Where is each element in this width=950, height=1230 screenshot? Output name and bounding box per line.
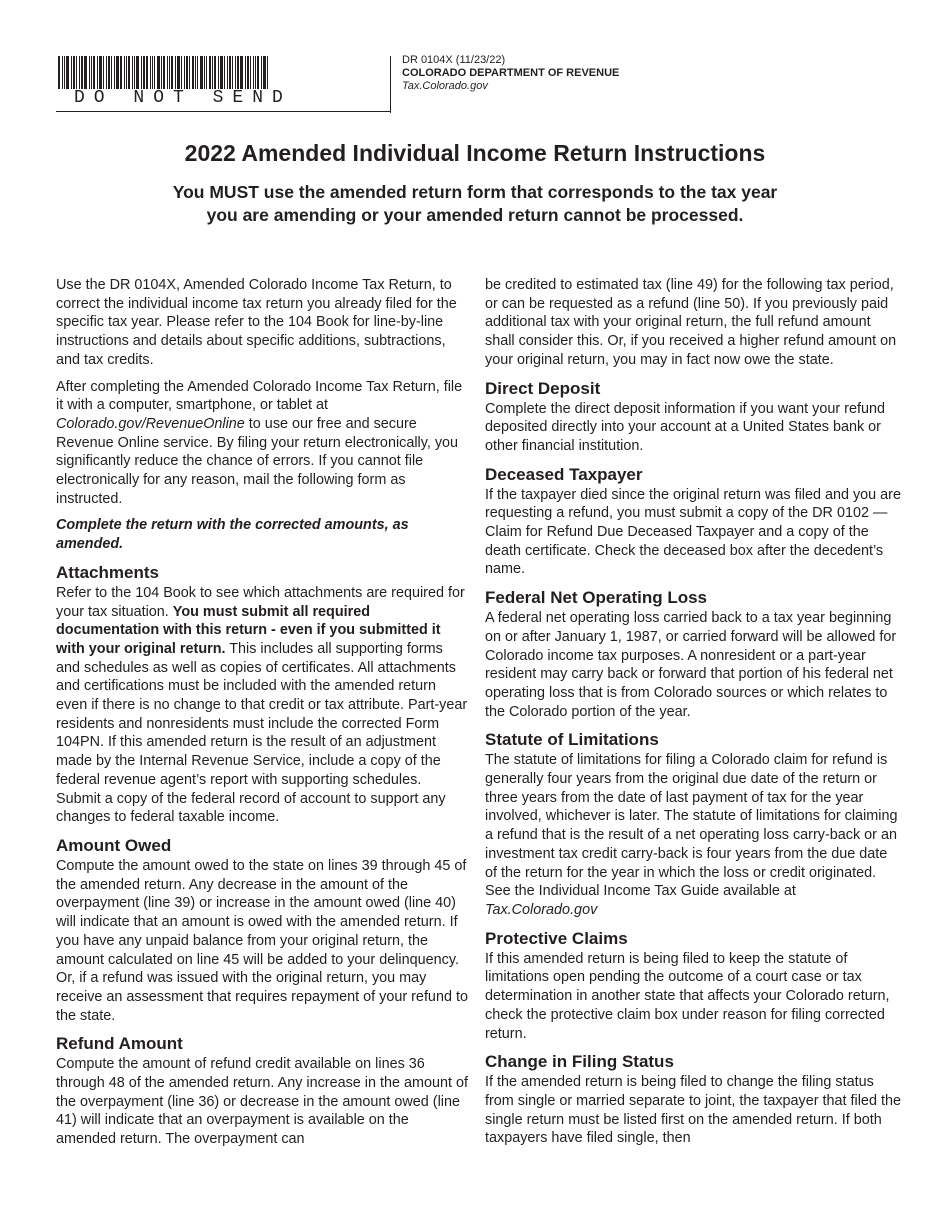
barcode-bar bbox=[184, 56, 185, 89]
barcode-bar bbox=[111, 56, 112, 89]
barcode-bar bbox=[197, 56, 198, 89]
federal-nol-heading: Federal Net Operating Loss bbox=[485, 588, 707, 608]
barcode-bar bbox=[169, 56, 170, 89]
barcode-bar bbox=[257, 56, 259, 89]
revenue-online-link: Colorado.gov/RevenueOnline bbox=[56, 415, 245, 432]
barcode-bar bbox=[192, 56, 194, 89]
amount-owed-text: Compute the amount owed to the state on lines 39 through 45 of the amended return. Any decrease in the amount of the overpayment (line 39) or increase in the amount owed (line 40) will indicate that an amount is owed with the amended return. If you have any unpaid balance from your original return, the amount calculated on line 45 will be added to your delinquency. Or, if a refund was issued with the original return, you may receive an assessment that requires repayment of your refund to the state. bbox=[56, 857, 468, 1024]
filing-status-heading: Change in Filing Status bbox=[485, 1052, 674, 1072]
barcode-bar bbox=[157, 56, 160, 89]
barcode-bar bbox=[245, 56, 246, 89]
attachments-heading: Attachments bbox=[56, 562, 159, 582]
barcode-bar bbox=[73, 56, 75, 89]
barcode-bar bbox=[200, 56, 203, 89]
barcode-bar bbox=[232, 56, 233, 89]
barcode-bar bbox=[120, 56, 122, 89]
barcode-bar bbox=[126, 56, 127, 89]
barcode-bar bbox=[224, 56, 225, 89]
direct-deposit-heading: Direct Deposit bbox=[485, 378, 601, 398]
barcode-bar bbox=[71, 56, 72, 89]
intro-paragraph-1: Use the DR 0104X, Amended Colorado Income Tax Return, to correct the individual income tax return you already filed for the specific tax year. Please refer to the 104 Book for line-by-line instructions and details about specific additions, subtractions, and tax credits. bbox=[56, 277, 457, 368]
barcode-bar bbox=[114, 56, 115, 89]
barcode-bar bbox=[161, 56, 162, 89]
barcode-bar bbox=[97, 56, 98, 89]
do-not-send-label: DO NOT SEND bbox=[74, 88, 292, 108]
barcode-bar bbox=[66, 56, 69, 89]
barcode-bar bbox=[237, 56, 239, 89]
department-website: Tax.Colorado.gov bbox=[402, 80, 488, 92]
page-title: 2022 Amended Individual Income Return Instructions bbox=[184, 140, 766, 166]
barcode-bar bbox=[181, 56, 182, 89]
department-name: COLORADO DEPARTMENT OF REVENUE bbox=[402, 67, 620, 79]
tax-colorado-link: Tax.Colorado.gov bbox=[485, 901, 598, 918]
barcode-bar bbox=[76, 56, 77, 89]
barcode-bar bbox=[124, 56, 125, 89]
barcode-bar bbox=[212, 56, 213, 89]
protective-claims-heading: Protective Claims bbox=[485, 928, 628, 948]
refund-amount-text: Compute the amount of refund credit available on lines 36 through 48 of the amended return. Any increase in the amount of the overpayment (line 36) or decrease in the amount owed (line 41) will indicate that an overpayment is available on the amended return. The overpayment can bbox=[56, 1056, 469, 1148]
left-column bbox=[56, 276, 468, 1157]
barcode-bar bbox=[189, 56, 190, 89]
direct-deposit-text: Complete the direct deposit information if you want your refund deposited directly into your account at a United States bank or other financial institution. bbox=[485, 400, 885, 454]
barcode-bar bbox=[240, 56, 243, 89]
barcode-bar bbox=[255, 56, 256, 89]
barcode-bar bbox=[250, 56, 251, 89]
right-column bbox=[485, 276, 903, 1156]
filing-status-text: If the amended return is being filed to change the filing status from single or married separate to joint, the taxpayer that filed the single return must be listed first on the amended return. If both taxpayers have filed single, then bbox=[485, 1074, 901, 1147]
barcode-bar bbox=[167, 56, 168, 89]
barcode-bar bbox=[106, 56, 107, 89]
barcode-graphic bbox=[58, 56, 274, 89]
page-subtitle bbox=[0, 181, 950, 227]
barcode-bar bbox=[214, 56, 216, 89]
attachments-text-b: This includes all supporting forms and schedules as well as copies of certificates. All attachments and certifications must be included with the amended return even if there is no change to that credit or tax attribute. Part-year residents and nonresidents must include the corrected Form 104PN. If this amended return is the result of an adjustment made by the Internal Revenue Service, include a copy of the federal revenue agent’s report with supporting schedules. Submit a copy of the federal record of account to support any changes to federal taxable income. bbox=[56, 640, 468, 826]
barcode-bar bbox=[154, 56, 155, 89]
protective-claims-text: If this amended return is being filed to keep the statute of limitations open pending the outcome of a court case or tax determination in another state that affects your Colorado return, check the protective claim box under reason for filing corrected return. bbox=[485, 950, 890, 1042]
deceased-taxpayer-text: If the taxpayer died since the original return was filed and you are requesting a refund, you must submit a copy of the DR 0102 — Claim for Refund Due Deceased Taxpayer and a copy of the death certificate. Check the deceased box after the decedent’s name. bbox=[485, 486, 901, 578]
barcode-bar bbox=[229, 56, 231, 89]
barcode-bar bbox=[99, 56, 102, 89]
statute-text-body: The statute of limitations for filing a Colorado claim for refund is generally four years from the original due date of the return or three years from the date of last payment of tax for the year involved, whichever is later. The statute of limitations for claiming a refund that is the result of a net operating loss carry-back or an investment tax credit carry-back is four years from the due date of the return for the year in which the loss or credit originated. See the Individual Income Tax Guide available at bbox=[485, 752, 898, 900]
header-divider bbox=[390, 56, 391, 113]
barcode-bar bbox=[134, 56, 135, 89]
statute-heading: Statute of Limitations bbox=[485, 730, 659, 750]
barcode-underline bbox=[56, 111, 390, 112]
barcode-bar bbox=[132, 56, 133, 89]
barcode-bar bbox=[79, 56, 80, 89]
barcode-bar bbox=[177, 56, 180, 89]
barcode-bar bbox=[163, 56, 165, 89]
barcode-bar bbox=[81, 56, 83, 89]
barcode-bar bbox=[116, 56, 119, 89]
intro-paragraph-2-text-a: After completing the Amended Colorado Income Tax Return, file it with a computer, smartphone, or tablet at bbox=[56, 378, 463, 414]
intro-paragraph-2 bbox=[56, 378, 468, 509]
statute-text bbox=[485, 751, 903, 919]
subtitle-line-1: You MUST use the amended return form that corresponds to the tax year bbox=[172, 182, 778, 202]
barcode-bar bbox=[261, 56, 262, 89]
barcode-bar bbox=[93, 56, 95, 89]
barcode-bar bbox=[108, 56, 110, 89]
barcode-bar bbox=[263, 56, 266, 89]
barcode-block bbox=[56, 56, 388, 112]
barcode-bar bbox=[171, 56, 173, 89]
barcode-bar bbox=[91, 56, 92, 89]
barcode-bar bbox=[247, 56, 249, 89]
attachments-text-a: Refer to the 104 Book to see which attachments are required for your tax situation. bbox=[56, 584, 465, 620]
deceased-taxpayer-heading: Deceased Taxpayer bbox=[485, 464, 643, 484]
attachments-text bbox=[56, 584, 468, 827]
barcode-bar bbox=[267, 56, 268, 89]
barcode-bar bbox=[186, 56, 188, 89]
barcode-bar bbox=[204, 56, 205, 89]
barcode-bar bbox=[227, 56, 228, 89]
subtitle-line-2: you are amending or your amended return cannot be processed. bbox=[206, 205, 744, 225]
attachments-text-bold: You must submit all required documentation with this return - even if you submitted it with your original return. bbox=[56, 603, 441, 657]
barcode-bar bbox=[220, 56, 223, 89]
intro-paragraph-3: Complete the return with the corrected amounts, as amended. bbox=[56, 517, 409, 553]
barcode-bar bbox=[253, 56, 254, 89]
refund-amount-heading: Refund Amount bbox=[56, 1034, 183, 1054]
barcode-bar bbox=[84, 56, 87, 89]
barcode-bar bbox=[62, 56, 63, 89]
federal-nol-text: A federal net operating loss carried back to a tax year beginning on or after January 1, 1987, or carried forward will be allowed for Colorado income tax purposes. A nonresident or a part-year resident may carry back or forward that portion of his federal net operating loss that is from Colorado sources or which relates to the Colorado portion of the year. bbox=[485, 610, 897, 720]
form-info bbox=[402, 54, 619, 93]
barcode-bar bbox=[209, 56, 211, 89]
barcode-bar bbox=[143, 56, 145, 89]
barcode-bar bbox=[235, 56, 236, 89]
intro-paragraph-2-text-b: to use our free and secure Revenue Online service. By filing your return electronically, you significantly reduce the chance of errors. If you cannot file electronically for any reason, mail the following form as instructed. bbox=[56, 415, 459, 507]
amount-owed-heading: Amount Owed bbox=[56, 835, 172, 855]
barcode-bar bbox=[103, 56, 104, 89]
barcode-bar bbox=[150, 56, 151, 89]
barcode-bar bbox=[175, 56, 176, 89]
barcode-bar bbox=[58, 56, 60, 89]
barcode-bar bbox=[128, 56, 130, 89]
barcode-bar bbox=[64, 56, 65, 89]
form-number: DR 0104X (11/23/22) bbox=[402, 54, 506, 66]
barcode-bar bbox=[89, 56, 90, 89]
barcode-bar bbox=[136, 56, 139, 89]
barcode-bar bbox=[206, 56, 207, 89]
refund-amount-text-continued: be credited to estimated tax (line 49) for the following tax period, or can be requested as a refund (line 50). If you previously paid additional tax with your original return, the full refund amount shall consider this. Or, if you received a higher refund amount on your original return, you may in fact now owe the state. bbox=[485, 277, 897, 368]
barcode-bar bbox=[195, 56, 196, 89]
barcode-bar bbox=[152, 56, 153, 89]
barcode-bar bbox=[141, 56, 142, 89]
barcode-bar bbox=[218, 56, 219, 89]
barcode-bar bbox=[146, 56, 148, 89]
